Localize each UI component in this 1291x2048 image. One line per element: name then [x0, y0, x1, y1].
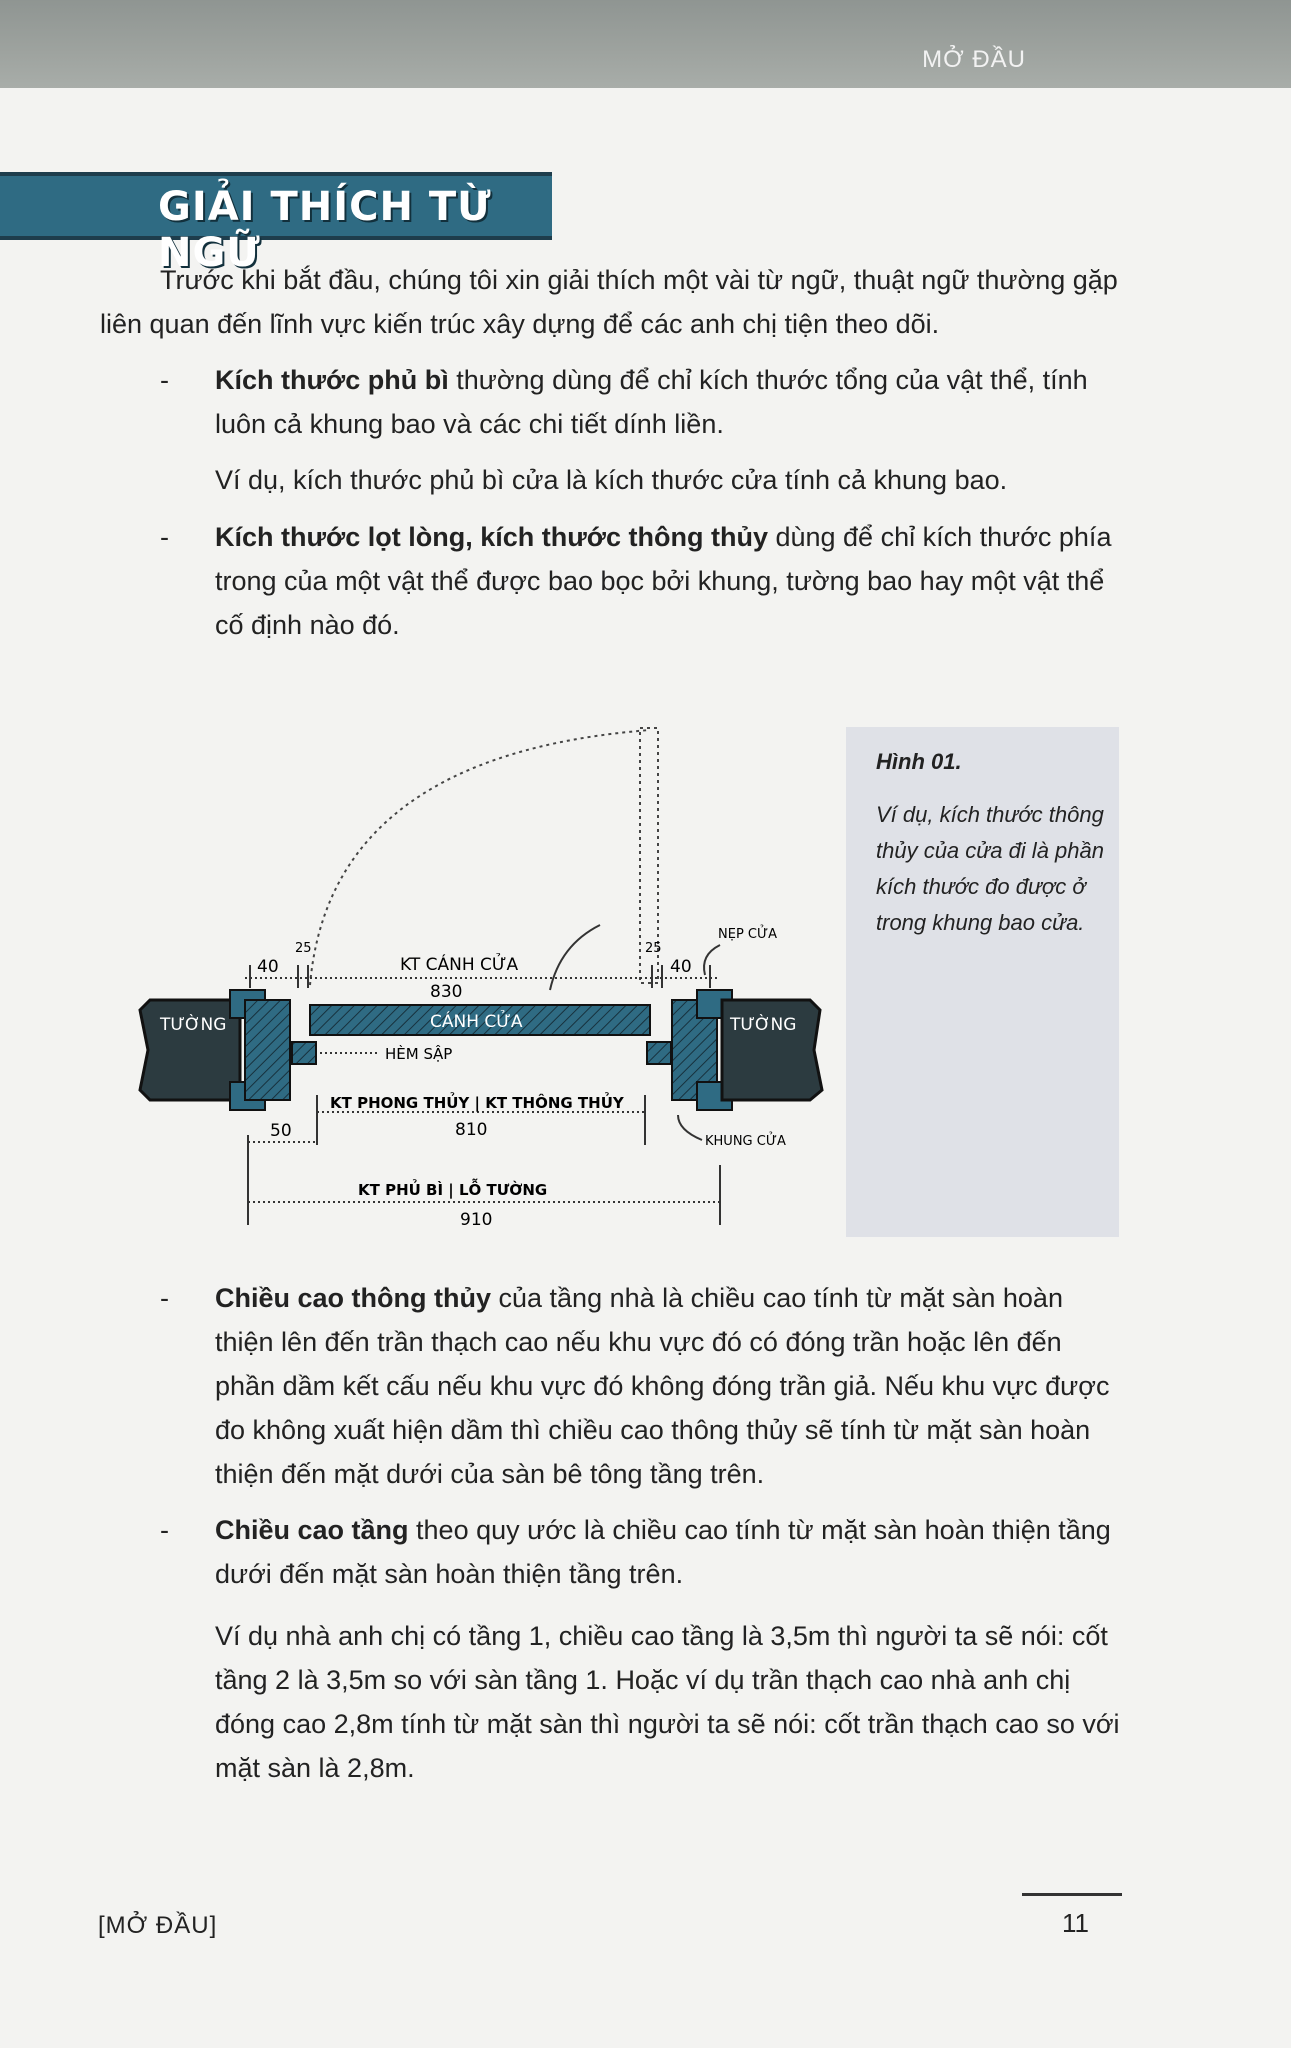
term-name: Chiều cao tầng: [215, 1515, 409, 1545]
bullet: -: [160, 1515, 169, 1545]
running-head: MỞ ĐẦU: [922, 46, 1026, 73]
footer-section: [MỞ ĐẦU]: [98, 1912, 218, 1939]
label-overall-size: KT PHỦ BÌ | LỖ TƯỜNG: [358, 1181, 548, 1199]
dim-25-left: 25: [295, 941, 312, 956]
term-paragraph: [215, 515, 1120, 647]
term-name: Kích thước lọt lòng, kích thước thông thủy: [215, 522, 768, 552]
term-paragraph: [215, 358, 1120, 446]
term-paragraph: [215, 1508, 1120, 1596]
door-swing-arc: [310, 730, 650, 985]
dim-25-right: 25: [645, 941, 662, 956]
label-door-leaf: CÁNH CỬA: [430, 1012, 523, 1032]
figure-caption-box: [846, 727, 1119, 1237]
term-definition: của tầng nhà là chiều cao tính từ mặt sàn hoàn thiện lên đến trần thạch cao nếu khu vực đó có đóng trần hoặc lên đến phần dầm kết cấu nếu khu vực đó không đóng trần giả. Nếu khu vực được đo không xuất hiện dầm thì chiều cao thông thủy sẽ tính từ mặt sàn hoàn thiện đến mặt dưới của sàn bê tông tầng trên.: [215, 1283, 1110, 1489]
top-bar: [0, 0, 1291, 88]
term-definition: thường dùng để chỉ kích thước tổng của vật thể, tính luôn cả khung bao và các chi tiết dính liền.: [215, 365, 1088, 439]
section-title: GIẢI THÍCH TỪ NGỮ: [158, 184, 492, 276]
dim-50: 50: [270, 1121, 292, 1141]
label-door-stop: NẸP CỬA: [718, 927, 778, 942]
value-door-leaf-size: 830: [430, 982, 463, 1002]
rebate-right: [647, 1042, 671, 1064]
rebate-left: [292, 1042, 316, 1064]
bullet: -: [160, 1283, 169, 1313]
bullet: -: [160, 522, 169, 552]
value-clear-size: 810: [455, 1120, 488, 1140]
stop-pointer: [704, 945, 720, 975]
page-number: 11: [1062, 1908, 1089, 1938]
label-wall-left: TƯỜNG: [160, 1015, 227, 1035]
footer-rule: [1022, 1893, 1122, 1896]
term-example: Ví dụ nhà anh chị có tầng 1, chiều cao tầng là 3,5m thì người ta sẽ nói: cốt tầng 2 là 3,5m so với sàn tầng 1. Hoặc ví dụ trần thạch cao nhà anh chị đóng cao 2,8m tính từ mặt sàn thì người ta sẽ nói: cốt trần thạch cao so với mặt sàn là 2,8m.: [215, 1621, 1120, 1783]
term-paragraph: [215, 1276, 1120, 1496]
term-definition: dùng để chỉ kích thước phía trong của một vật thể được bao bọc bởi khung, tường bao hay một vật thể cố định nào đó.: [215, 522, 1112, 640]
frame-pointer: [678, 1115, 702, 1140]
bullet: -: [160, 365, 169, 395]
label-clear-size: KT PHONG THỦY | KT THÔNG THỦY: [330, 1094, 624, 1112]
door-dimension-diagram: [130, 720, 830, 1240]
figure-caption-text: Ví dụ, kích thước thông thủy của cửa đi là phần kích thước đo được ở trong khung bao cửa.: [876, 802, 1104, 935]
leaf-pointer: [550, 925, 600, 990]
door-frame-left: [245, 1000, 290, 1100]
dim-40-left: 40: [257, 957, 279, 977]
label-door-frame: KHUNG CỬA: [705, 1134, 786, 1149]
term-name: Chiều cao thông thủy: [215, 1283, 491, 1313]
term-definition: theo quy ước là chiều cao tính từ mặt sàn hoàn thiện tầng dưới đến mặt sàn hoàn thiện tầng trên.: [215, 1515, 1111, 1589]
term-name: Kích thước phủ bì: [215, 365, 449, 395]
intro-paragraph: Trước khi bắt đầu, chúng tôi xin giải thích một vài từ ngữ, thuật ngữ thường gặp liên quan đến lĩnh vực kiến trúc xây dựng để các anh chị tiện theo dõi.: [100, 265, 1118, 339]
section-banner: [0, 172, 552, 276]
term-example: Ví dụ, kích thước phủ bì cửa là kích thước cửa tính cả khung bao.: [215, 465, 1008, 495]
label-door-leaf-size: KT CÁNH CỬA: [400, 955, 519, 975]
figure-caption-title: Hình 01.: [876, 749, 962, 774]
dim-40-right: 40: [670, 957, 692, 977]
value-overall-size: 910: [460, 1210, 493, 1230]
label-wall-right: TƯỜNG: [730, 1015, 797, 1035]
label-rebate: HÈM SẬP: [385, 1045, 453, 1063]
